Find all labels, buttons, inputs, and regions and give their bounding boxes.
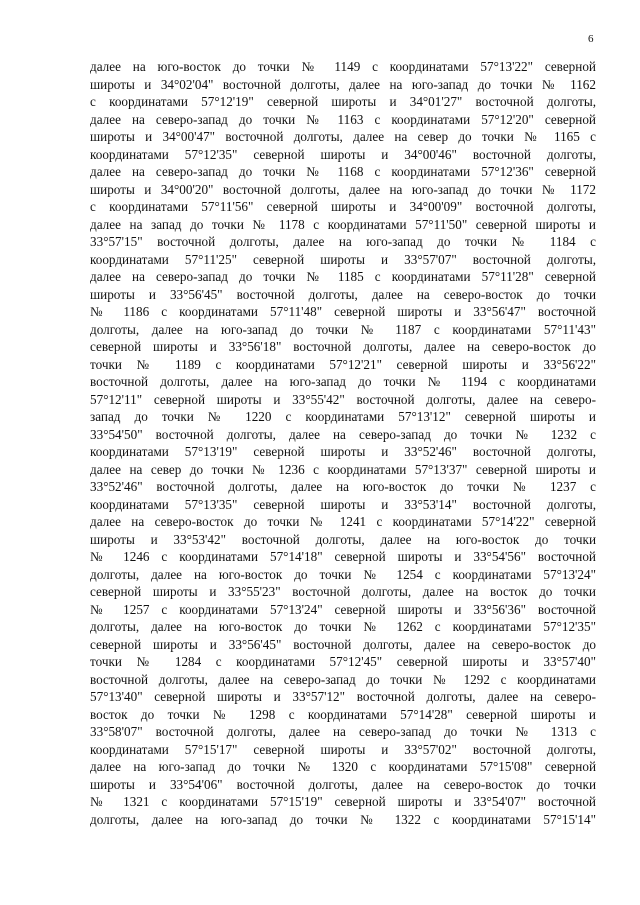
text-line: № 1186 с координатами 57°11'48" северной широты и 33°56'47" восточной <box>90 304 596 319</box>
text-line: 33°57'15" восточной долготы, далее на юго-запад до точки № 1184 с <box>90 234 596 249</box>
text-line: восточной долготы, далее на юго-запад до точки № 1194 с координатами <box>90 374 596 389</box>
text-line: точки № 1189 с координатами 57°12'21" северной широты и 33°56'22" <box>90 356 596 372</box>
body-text <box>90 58 596 828</box>
text-line: 33°58'07" восточной долготы, далее на северо-запад до точки № 1313 с <box>90 724 596 739</box>
text-line: 57°12'11" северной широты и 33°55'42" восточной долготы, далее на северо- <box>90 391 596 407</box>
text-line: долготы, далее на юго-запад до точки № 1322 с координатами 57°15'14" <box>90 811 596 827</box>
text-line: далее на запад до точки № 1178 с координатами 57°11'50" северной широты и <box>90 216 596 232</box>
text-line: северной широты и 33°55'23" восточной долготы, далее на восток до точки <box>90 584 596 599</box>
text-line: № 1257 с координатами 57°13'24" северной широты и 33°56'36" восточной <box>90 601 596 617</box>
text-line: долготы, далее на юго-восток до точки № 1262 с координатами 57°12'35" <box>90 619 596 634</box>
text-line: координатами 57°11'25" северной широты и 33°57'07" восточной долготы, <box>90 251 596 267</box>
text-line: далее на юго-запад до точки № 1320 с координатами 57°15'08" северной <box>90 759 596 774</box>
text-line: точки № 1284 с координатами 57°12'45" северной широты и 33°57'40" <box>90 654 596 669</box>
text-line: широты и 33°56'45" восточной долготы, далее на северо-восток до точки <box>90 286 596 302</box>
text-line: координатами 57°13'19" северной широты и 33°52'46" восточной долготы, <box>90 444 596 459</box>
text-line: широты и 34°00'47" восточной долготы, далее на север до точки № 1165 с <box>90 129 596 144</box>
text-line: координатами 57°13'35" северной широты и 33°53'14" восточной долготы, <box>90 496 596 512</box>
text-line: 33°54'50" восточной долготы, далее на северо-запад до точки № 1232 с <box>90 426 596 442</box>
text-line: широты и 34°02'04" восточной долготы, далее на юго-запад до точки № 1162 <box>90 76 596 92</box>
text-line: далее на север до точки № 1236 с координатами 57°13'37" северной широты и <box>90 461 596 477</box>
text-line: координатами 57°12'35" северной широты и 34°00'46" восточной долготы, <box>90 146 596 162</box>
text-line: 57°13'40" северной широты и 33°57'12" восточной долготы, далее на северо- <box>90 689 596 704</box>
text-line: далее на юго-восток до точки № 1149 с координатами 57°13'22" северной <box>90 59 596 74</box>
text-line: запад до точки № 1220 с координатами 57°13'12" северной широты и <box>90 409 596 424</box>
text-line: широты и 34°00'20" восточной долготы, далее на юго-запад до точки № 1172 <box>90 181 596 197</box>
text-line: далее на северо-восток до точки № 1241 с координатами 57°14'22" северной <box>90 514 596 529</box>
text-line: далее на северо-запад до точки № 1185 с координатами 57°11'28" северной <box>90 269 596 284</box>
text-line: далее на северо-запад до точки № 1163 с координатами 57°12'20" северной <box>90 111 596 127</box>
text-line: широты и 33°53'42" восточной долготы, далее на юго-восток до точки <box>90 531 596 547</box>
text-line: координатами 57°15'17" северной широты и 33°57'02" восточной долготы, <box>90 741 596 757</box>
text-line: северной широты и 33°56'18" восточной долготы, далее на северо-восток до <box>90 339 596 354</box>
text-line: долготы, далее на юго-восток до точки № 1254 с координатами 57°13'24" <box>90 566 596 582</box>
text-line: № 1321 с координатами 57°15'19" северной широты и 33°54'07" восточной <box>90 794 596 809</box>
text-line: долготы, далее на юго-запад до точки № 1187 с координатами 57°11'43" <box>90 321 596 337</box>
text-line: № 1246 с координатами 57°14'18" северной широты и 33°54'56" восточной <box>90 549 596 564</box>
text-line: восток до точки № 1298 с координатами 57°14'28" северной широты и <box>90 706 596 722</box>
text-line: восточной долготы, далее на северо-запад до точки № 1292 с координатами <box>90 671 596 687</box>
text-line: широты и 33°54'06" восточной долготы, далее на северо-восток до точки <box>90 776 596 792</box>
text-line: 33°52'46" восточной долготы, далее на юго-восток до точки № 1237 с <box>90 479 596 494</box>
text-line: с координатами 57°11'56" северной широты и 34°00'09" восточной долготы, <box>90 199 596 214</box>
page-number: 6 <box>588 33 594 45</box>
text-line: северной широты и 33°56'45" восточной долготы, далее на северо-восток до <box>90 636 596 652</box>
text-line: далее на северо-запад до точки № 1168 с координатами 57°12'36" северной <box>90 164 596 179</box>
text-line: с координатами 57°12'19" северной широты и 34°01'27" восточной долготы, <box>90 94 596 109</box>
